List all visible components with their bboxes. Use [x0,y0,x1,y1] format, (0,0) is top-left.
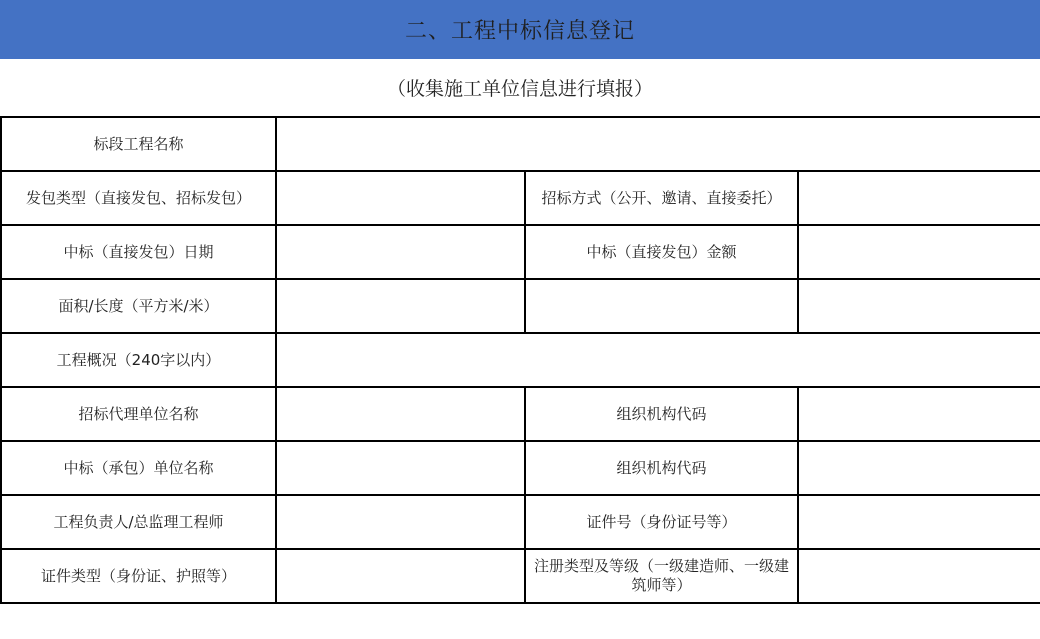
area-length-label: 面积/长度（平方米/米） [1,279,276,333]
form-subtitle [0,59,1040,116]
agency-name-label: 招标代理单位名称 [1,387,276,441]
page-title: 二、工程中标信息登记 [404,19,635,44]
contract-type-field[interactable] [276,171,525,225]
subtitle-text: （收集施工单位信息进行填报） [386,78,653,100]
cert-number-label: 证件号（身份证号等） [525,495,798,549]
form-row-award [1,225,1040,279]
form-row-contract-type [1,171,1040,225]
reg-type-label: 注册类型及等级（一级建造师、一级建筑师等） [525,549,798,603]
form-row-area [1,279,1040,333]
winner-org-code-label: 组织机构代码 [525,441,798,495]
manager-field[interactable] [276,495,525,549]
form-row-section-name [1,117,1040,171]
award-amount-field[interactable] [798,225,1040,279]
award-amount-label: 中标（直接发包）金额 [525,225,798,279]
contract-type-label: 发包类型（直接发包、招标发包） [1,171,276,225]
form-title-bar [0,0,1040,59]
cert-number-field[interactable] [798,495,1040,549]
area-extra-field-2[interactable] [798,279,1040,333]
registration-form-table [0,116,1040,604]
form-row-winner [1,441,1040,495]
section-name-label: 标段工程名称 [1,117,276,171]
winner-name-label: 中标（承包）单位名称 [1,441,276,495]
agency-name-field[interactable] [276,387,525,441]
overview-label: 工程概况（240字以内） [1,333,276,387]
reg-type-field[interactable] [798,549,1040,603]
form-row-agency [1,387,1040,441]
form-row-overview [1,333,1040,387]
winner-org-code-field[interactable] [798,441,1040,495]
overview-field[interactable] [276,333,1040,387]
section-name-field[interactable] [276,117,1040,171]
agency-org-code-field[interactable] [798,387,1040,441]
form-row-manager [1,495,1040,549]
winner-name-field[interactable] [276,441,525,495]
tender-method-label: 招标方式（公开、邀请、直接委托） [525,171,798,225]
award-date-field[interactable] [276,225,525,279]
cert-type-field[interactable] [276,549,525,603]
tender-method-field[interactable] [798,171,1040,225]
agency-org-code-label: 组织机构代码 [525,387,798,441]
cert-type-label: 证件类型（身份证、护照等） [1,549,276,603]
manager-label: 工程负责人/总监理工程师 [1,495,276,549]
area-length-field[interactable] [276,279,525,333]
award-date-label: 中标（直接发包）日期 [1,225,276,279]
area-extra-field[interactable] [525,279,798,333]
form-row-cert-type [1,549,1040,603]
